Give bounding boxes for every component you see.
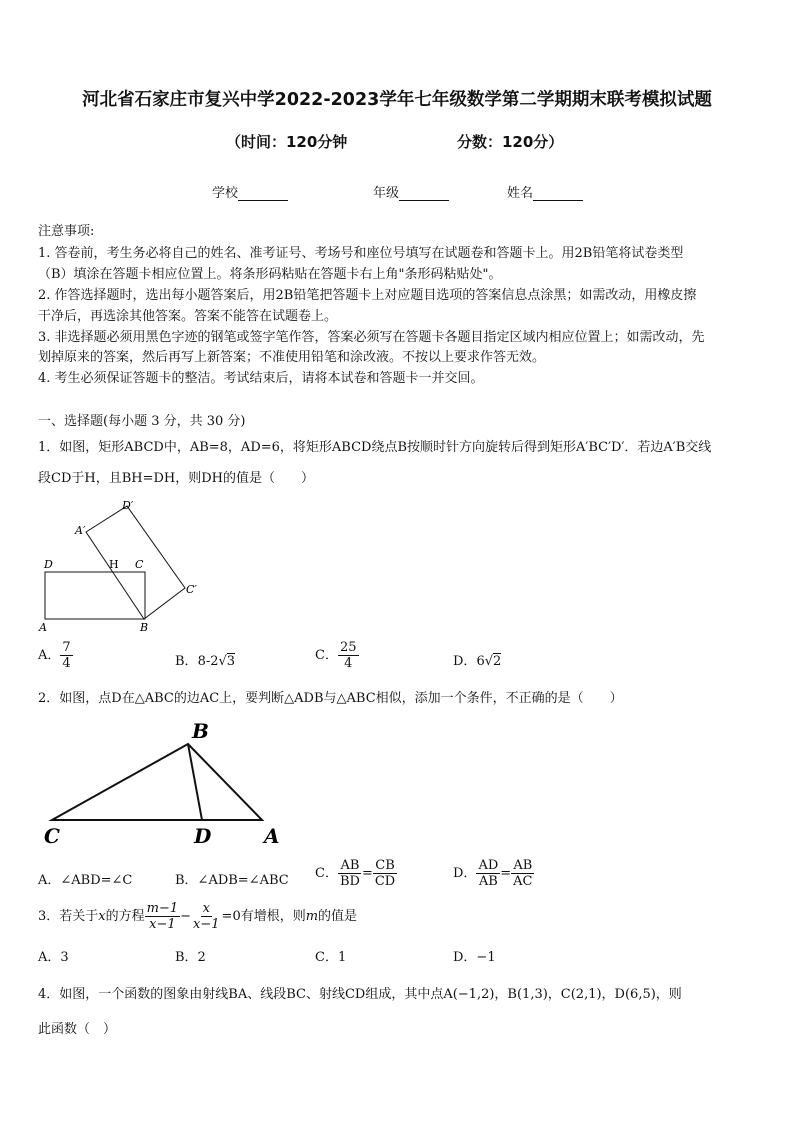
fraction xyxy=(373,858,397,889)
denominator: AB xyxy=(478,874,498,889)
numerator: m−1 xyxy=(146,901,179,916)
fraction xyxy=(191,901,222,932)
q2-option-b[interactable]: B．∠ADB=∠ABC xyxy=(175,873,289,888)
label-d-prime: D′ xyxy=(122,499,134,512)
option-label: D． xyxy=(453,654,477,669)
exam-score: 分数：120分） xyxy=(457,133,564,151)
note-line: 1. 答卷前，考生务必将自己的姓名、准考证号、考场号和座位号填写在试题卷和答题卡上。用2B铅笔将试卷类型 xyxy=(38,246,684,261)
fraction xyxy=(338,858,362,889)
q3-text xyxy=(38,901,357,932)
option-label: C． xyxy=(315,866,338,881)
exam-time: （时间：120分钟 xyxy=(226,133,348,151)
fraction xyxy=(60,640,72,671)
denominator: 4 xyxy=(62,656,71,671)
q3-option-b[interactable]: B．2 xyxy=(175,950,206,965)
option-label: A． xyxy=(38,648,61,663)
equals-sign: = xyxy=(361,866,373,881)
equals-sign: = xyxy=(500,866,512,881)
numerator: AB xyxy=(340,858,360,873)
q3-mid: 的方程 xyxy=(105,909,145,924)
q1-figure xyxy=(36,492,216,638)
numerator: 25 xyxy=(339,640,357,655)
grade-blank xyxy=(399,188,449,201)
option-label: D． xyxy=(453,866,477,881)
q2-option-d[interactable] xyxy=(453,858,535,889)
q4-text-line1: 4．如图，一个函数的图象由射线BA、线段BC、射线CD组成，其中点A(−1,2)，B(1,3)，C(2,1)，D(6,5)，则 xyxy=(38,987,682,1002)
name-blank xyxy=(533,188,583,201)
label-h: H xyxy=(109,558,119,571)
note-line: （B）填涂在答题卡相应位置上。将条形码粘贴在答题卡右上角"条形码粘贴处"。 xyxy=(38,267,502,282)
rectangle-abcd xyxy=(45,572,145,619)
radicand: 3 xyxy=(226,654,236,669)
var-m: m xyxy=(305,909,319,924)
var-x: x xyxy=(98,909,106,924)
note-line: 划掉原来的答案，然后再写上新答案；不准使用铅笔和涂改液。不按以上要求作答无效。 xyxy=(38,350,546,365)
q1-option-d[interactable] xyxy=(453,650,501,669)
denominator: x−1 xyxy=(193,917,220,932)
sqrt-icon: √ xyxy=(218,654,227,669)
fraction xyxy=(511,858,534,889)
exam-title: 河北省石家庄市复兴中学2022-2023学年七年级数学第二学期期末联考模拟试题 xyxy=(82,90,712,110)
q4-text-line2: 此函数（ ） xyxy=(38,1022,117,1037)
denominator: 4 xyxy=(344,656,353,671)
grade-field xyxy=(373,182,449,201)
note-line: 4. 考生必须保证答题卡的整洁。考试结束后，请将本试卷和答题卡一并交回。 xyxy=(38,371,484,386)
sqrt-icon: √ xyxy=(484,654,494,669)
denominator: AC xyxy=(513,874,533,889)
triangle-abc xyxy=(52,744,262,820)
q3-option-a[interactable]: A．3 xyxy=(38,950,69,965)
q1-text-line1: 1．如图，矩形ABCD中，AB=8，AD=6，将矩形ABCD绕点B按顺时针方向旋转后得到矩形A′BC′D′．若边A′B交线 xyxy=(38,440,712,455)
option-label: C． xyxy=(315,648,338,663)
denominator: CD xyxy=(374,874,396,889)
q2-figure xyxy=(36,716,296,848)
denominator: BD xyxy=(339,874,360,889)
fraction xyxy=(145,901,181,932)
note-line: 3. 非选择题必须用黑色字迹的钢笔或签字笔作答，答案必须写在答题卡各题目指定区域内相应位置上；如需改动，先 xyxy=(38,330,705,345)
option-label: B． xyxy=(175,654,198,669)
denominator: x−1 xyxy=(149,917,176,932)
numerator: AB xyxy=(513,858,533,873)
label-a: A xyxy=(264,824,280,848)
q3-post: =0有增根，则 xyxy=(221,909,306,924)
label-c: C xyxy=(44,824,60,848)
school-field xyxy=(212,182,288,201)
numerator: AD xyxy=(478,858,499,873)
note-line: 2. 作答选择题时，选出每小题答案后，用2B铅笔把答题卡上对应题目选项的答案信息点涂黑；如需改动，用橡皮擦 xyxy=(38,288,697,303)
fraction xyxy=(476,858,500,889)
label-d: D xyxy=(44,558,53,571)
label-c-prime: C′ xyxy=(186,583,197,596)
q3-option-c[interactable]: C．1 xyxy=(315,950,347,965)
name-field xyxy=(507,182,583,201)
fraction xyxy=(338,640,359,671)
numerator: CB xyxy=(375,858,395,873)
q3-end: 的值是 xyxy=(318,909,358,924)
q2-text: 2．如图，点D在△ABC的边AC上，要判断△ADB与△ABC相似，添加一个条件，不正确的是（ ） xyxy=(38,691,623,706)
label-a-prime: A′ xyxy=(75,524,86,537)
note-line: 干净后，再选涂其他答案。答案不能答在试题卷上。 xyxy=(38,309,338,324)
q1-option-c[interactable] xyxy=(315,640,359,671)
q3-pre: 3．若关于 xyxy=(38,909,99,924)
q3-option-d[interactable]: D．−1 xyxy=(453,950,496,965)
numerator: 7 xyxy=(62,640,71,655)
label-b: B xyxy=(192,719,209,743)
label-b: B xyxy=(140,621,149,634)
numerator: x xyxy=(202,901,210,916)
notes-heading: 注意事项: xyxy=(38,224,95,239)
label-d: D xyxy=(194,824,212,848)
q1-option-b[interactable] xyxy=(175,650,235,669)
section-heading: 一、选择题(每小题 3 分，共 30 分) xyxy=(38,414,246,429)
radicand: 2 xyxy=(493,654,502,669)
name-label: 姓名 xyxy=(507,186,534,201)
q2-option-a[interactable]: A．∠ABD=∠C xyxy=(38,873,133,888)
q1-option-a[interactable] xyxy=(38,640,73,671)
school-label: 学校 xyxy=(212,186,239,201)
option-text: 6 xyxy=(476,654,485,669)
label-c: C xyxy=(135,558,144,571)
option-text: 8-2 xyxy=(197,654,219,669)
minus-sign: − xyxy=(180,909,192,924)
label-a: A xyxy=(39,621,47,634)
grade-label: 年级 xyxy=(373,186,400,201)
q1-text-line2: 段CD于H，且BH=DH，则DH的值是（ ） xyxy=(38,471,315,486)
school-blank xyxy=(238,188,288,201)
q2-option-c[interactable] xyxy=(315,858,397,889)
